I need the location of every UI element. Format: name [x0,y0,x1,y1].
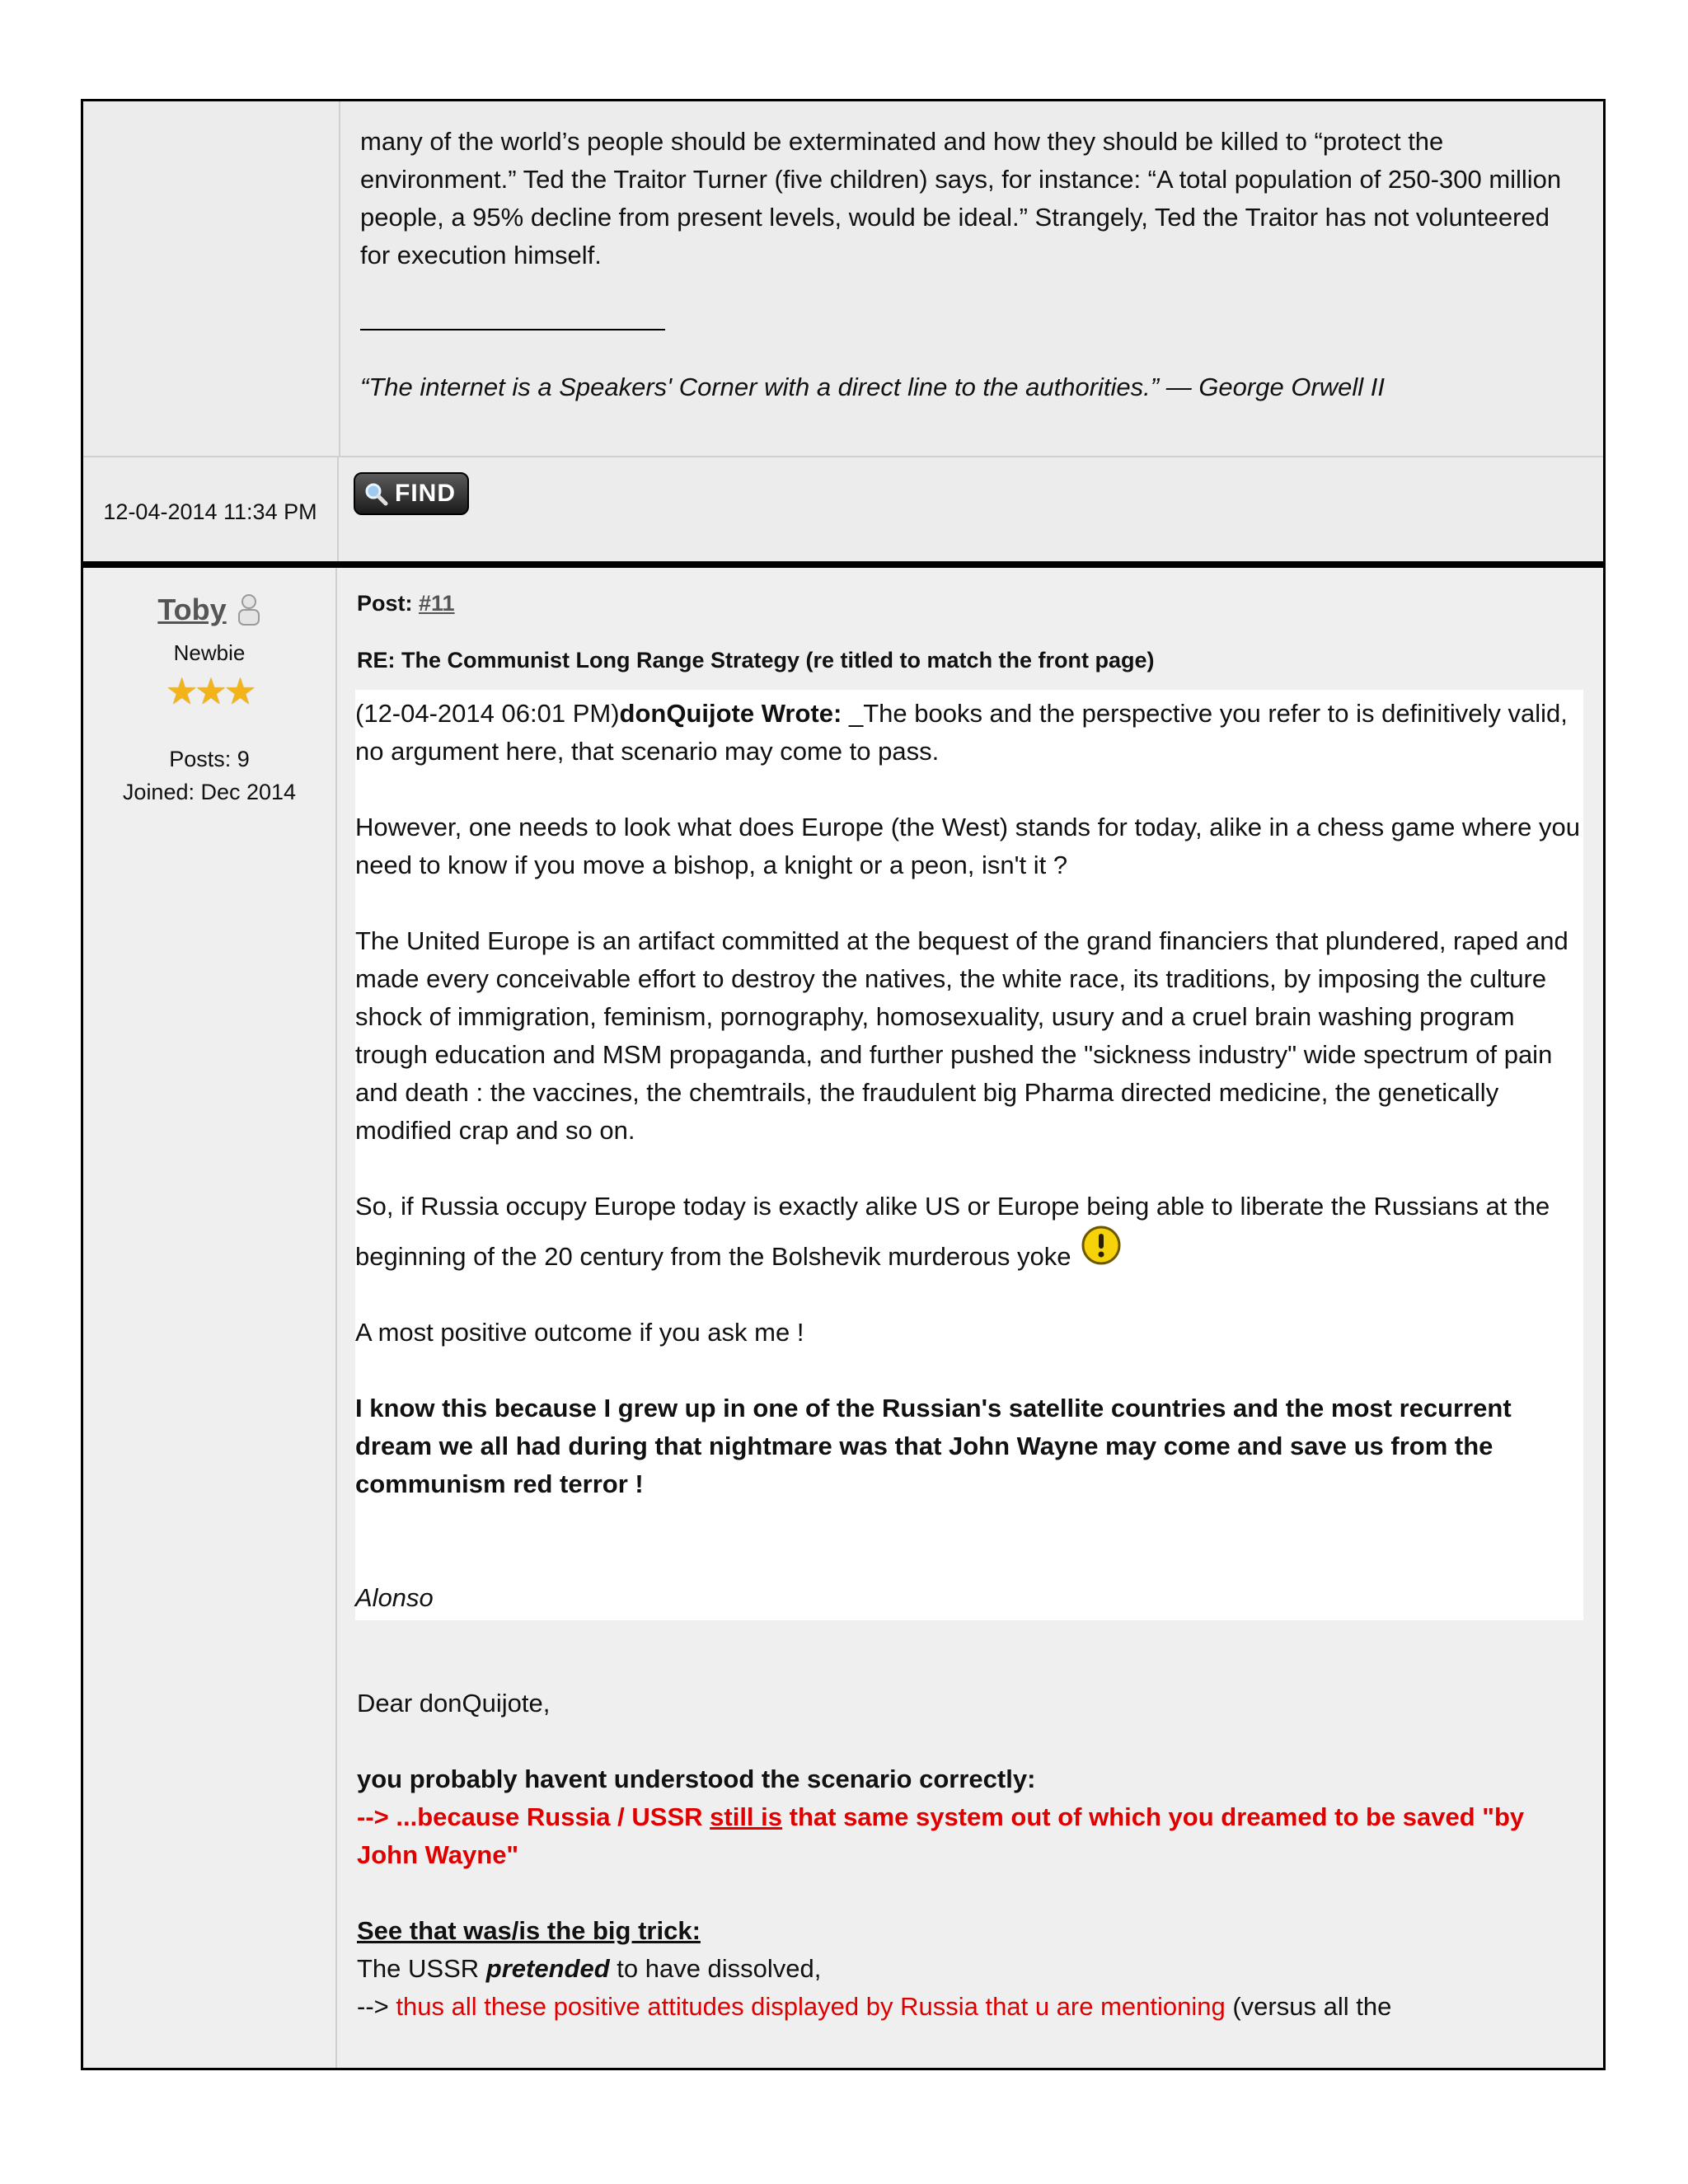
forum-post [81,564,1606,2070]
quote-date: (12-04-2014 06:01 PM) [355,699,620,728]
quote-bold-paragraph: I know this because I grew up in one of the Russian's satellite countries and the most recurrent dream we all had during that nightmare was that John Wayne may come and save us from the communism red terror ! [355,1394,1512,1498]
author-name-link[interactable]: Toby [157,593,227,626]
rank-stars-icon: ★★★ [165,672,254,712]
author-rank: Newbie [173,640,246,665]
quote-paragraph [355,1188,1583,1276]
quote-paragraph: A most positive outcome if you ask me ! [355,1318,804,1347]
post-label: Post: [357,591,413,616]
post-number-link[interactable]: #11 [419,591,455,616]
quote-paragraph-text: So, if Russia occupy Europe today is exactly alike US or Europe being able to liberate the Russians at the beginning of the 20 century from the Bolshevik murderous yoke [355,1192,1550,1271]
previous-post-date-cell [83,457,339,561]
previous-post-footer [83,456,1603,561]
reply-red-text: --> ...because Russia / USSR [357,1802,710,1831]
signature-quote: “The internet is a Speakers' Corner with a direct line to the authorities.” — George Orwell II [360,373,1386,401]
signature-separator [360,312,665,330]
offline-user-icon [237,593,261,626]
reply-text: to have dissolved, [609,1954,822,1983]
find-button-label: FIND [395,480,456,507]
previous-post-content [340,101,1603,456]
reply-red-text: that same system out of which you dreamed to be saved "by John Wayne" [357,1802,1525,1869]
reply-text: (versus all the [1225,1992,1392,2021]
quote-lead-text: The books and the perspective you refer to is definitively valid, no argument here, that scenario may come to pass. [355,699,1568,766]
forum-page [81,99,1606,2070]
quote-first-paragraph [355,695,1583,771]
quote-block [355,690,1583,1620]
quote-author: donQuijote [619,699,755,728]
quote-paragraph: The United Europe is an artifact committed at the bequest of the grand financiers that plundered, raped and made every conceivable effort to destroy the natives, the white race, its traditions, by imposing the culture shock of immigration, feminism, pornography, homosexuality, usury and a cruel brain washing program trough education and MSM propaganda, and further pushed the "sickness industry" wide spectrum of pain and death : the vaccines, the chemtrails, the fraudulent big Pharma directed medicine, the genetically modified crap and so on. [355,926,1568,1145]
quote-mark: _ [842,699,864,728]
exclamation-smiley-icon [1078,1226,1124,1268]
reply-paragraph [357,1912,1583,2026]
author-name-row [83,593,335,627]
reply-paragraph [357,1760,1583,1874]
find-button[interactable] [354,472,469,515]
previous-post-author-column [83,101,340,456]
author-post-count: Posts: 9 [169,747,250,771]
post-timestamp: 12-04-2014 11:34 PM [103,499,317,524]
author-joined-date: Joined: Dec 2014 [122,780,297,804]
post-number-line [357,591,1583,616]
reply-heading: See that was/is the big trick: [357,1916,701,1945]
reply-bold-line: you probably havent understood the scenario correctly: [357,1765,1036,1793]
quote-signature: Alonso [355,1583,434,1612]
post-author-column [83,568,337,2068]
reply-red-text: thus all these positive attitudes displayed by Russia that u are mentioning [396,1992,1226,2021]
magnifier-icon [363,481,388,506]
reply-emphasis: pretended [485,1954,610,1983]
reply-greeting: Dear donQuijote, [357,1689,551,1718]
reply-body [357,1645,1583,2026]
reply-red-underlined: still is [710,1802,783,1831]
previous-post-actions [339,457,1603,561]
previous-post [81,99,1606,564]
reply-text: --> [357,1992,396,2021]
author-stats [83,743,335,808]
quote-wrote-label: Wrote: [754,699,842,728]
previous-post-paragraph: many of the world’s people should be exterminated and how they should be killed to “protect the environment.” Ted the Traitor Turner (five children) says, for instance: “A total population of 250-300 million people, a 95% decline from present levels, would be ideal.” Strangely, Ted the Traitor has not volunteered for execution himself. [360,127,1562,269]
reply-text: The USSR [357,1954,486,1983]
post-subject: RE: The Communist Long Range Strategy (re titled to match the front page) [357,648,1155,673]
forum-post-row [83,568,1603,2068]
post-content [337,568,1603,2068]
previous-post-body [83,101,1603,456]
quote-paragraph: However, one needs to look what does Europe (the West) stands for today, alike in a chess game where you need to know if you move a bishop, a knight or a peon, isn't it ? [355,813,1580,879]
